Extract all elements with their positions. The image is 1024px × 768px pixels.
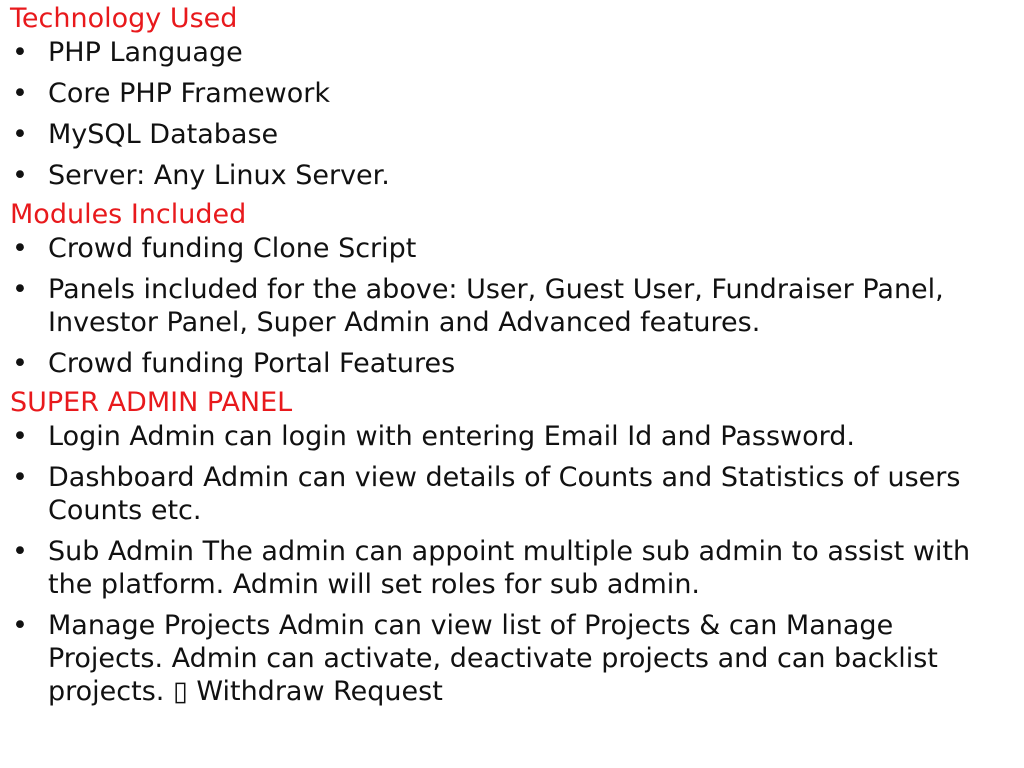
list-item-text: Manage Projects Admin can view list of Projects & can Manage Projects. Admin can activate, deactivate projects and can backlist projects. ▯ Withdraw Request [48,610,938,707]
list-item-text: Crowd funding Clone Script [48,233,417,264]
list-item [10,535,1014,601]
super-admin-list [10,420,1014,708]
bullet-icon: • [12,462,28,493]
list-item-text: Server: Any Linux Server. [48,160,390,191]
list-item-text: Login Admin can login with entering Email Id and Password. [48,421,855,452]
bullet-icon: • [12,348,28,379]
bullet-icon: • [12,274,28,305]
list-item [10,461,1014,527]
bullet-icon: • [12,536,28,567]
bullet-icon: • [12,37,28,68]
section-heading-technology: Technology Used [10,3,238,34]
list-item [10,347,1014,380]
list-item [10,609,1014,708]
section-heading-super-admin: SUPER ADMIN PANEL [10,387,293,418]
list-item-text: MySQL Database [48,119,279,150]
list-item [10,273,1014,339]
list-item-text: PHP Language [48,37,243,68]
list-item [10,36,1014,69]
modules-list [10,232,1014,380]
list-item [10,159,1014,192]
list-item-text: Crowd funding Portal Features [48,348,456,379]
list-item-text: Core PHP Framework [48,78,330,109]
list-item [10,118,1014,151]
list-item [10,420,1014,453]
list-item-text: Sub Admin The admin can appoint multiple sub admin to assist with the platform. Admin will set roles for sub admin. [48,536,971,600]
bullet-icon: • [12,119,28,150]
bullet-icon: • [12,78,28,109]
list-item-text: Dashboard Admin can view details of Counts and Statistics of users Counts etc. [48,462,961,526]
list-item-text: Panels included for the above: User, Guest User, Fundraiser Panel, Investor Panel, Super Admin and Advanced features. [48,274,944,338]
bullet-icon: • [12,233,28,264]
bullet-icon: • [12,610,28,641]
technology-list [10,36,1014,192]
section-heading-modules: Modules Included [10,199,247,230]
bullet-icon: • [12,421,28,452]
bullet-icon: • [12,160,28,191]
list-item [10,232,1014,265]
list-item [10,77,1014,110]
